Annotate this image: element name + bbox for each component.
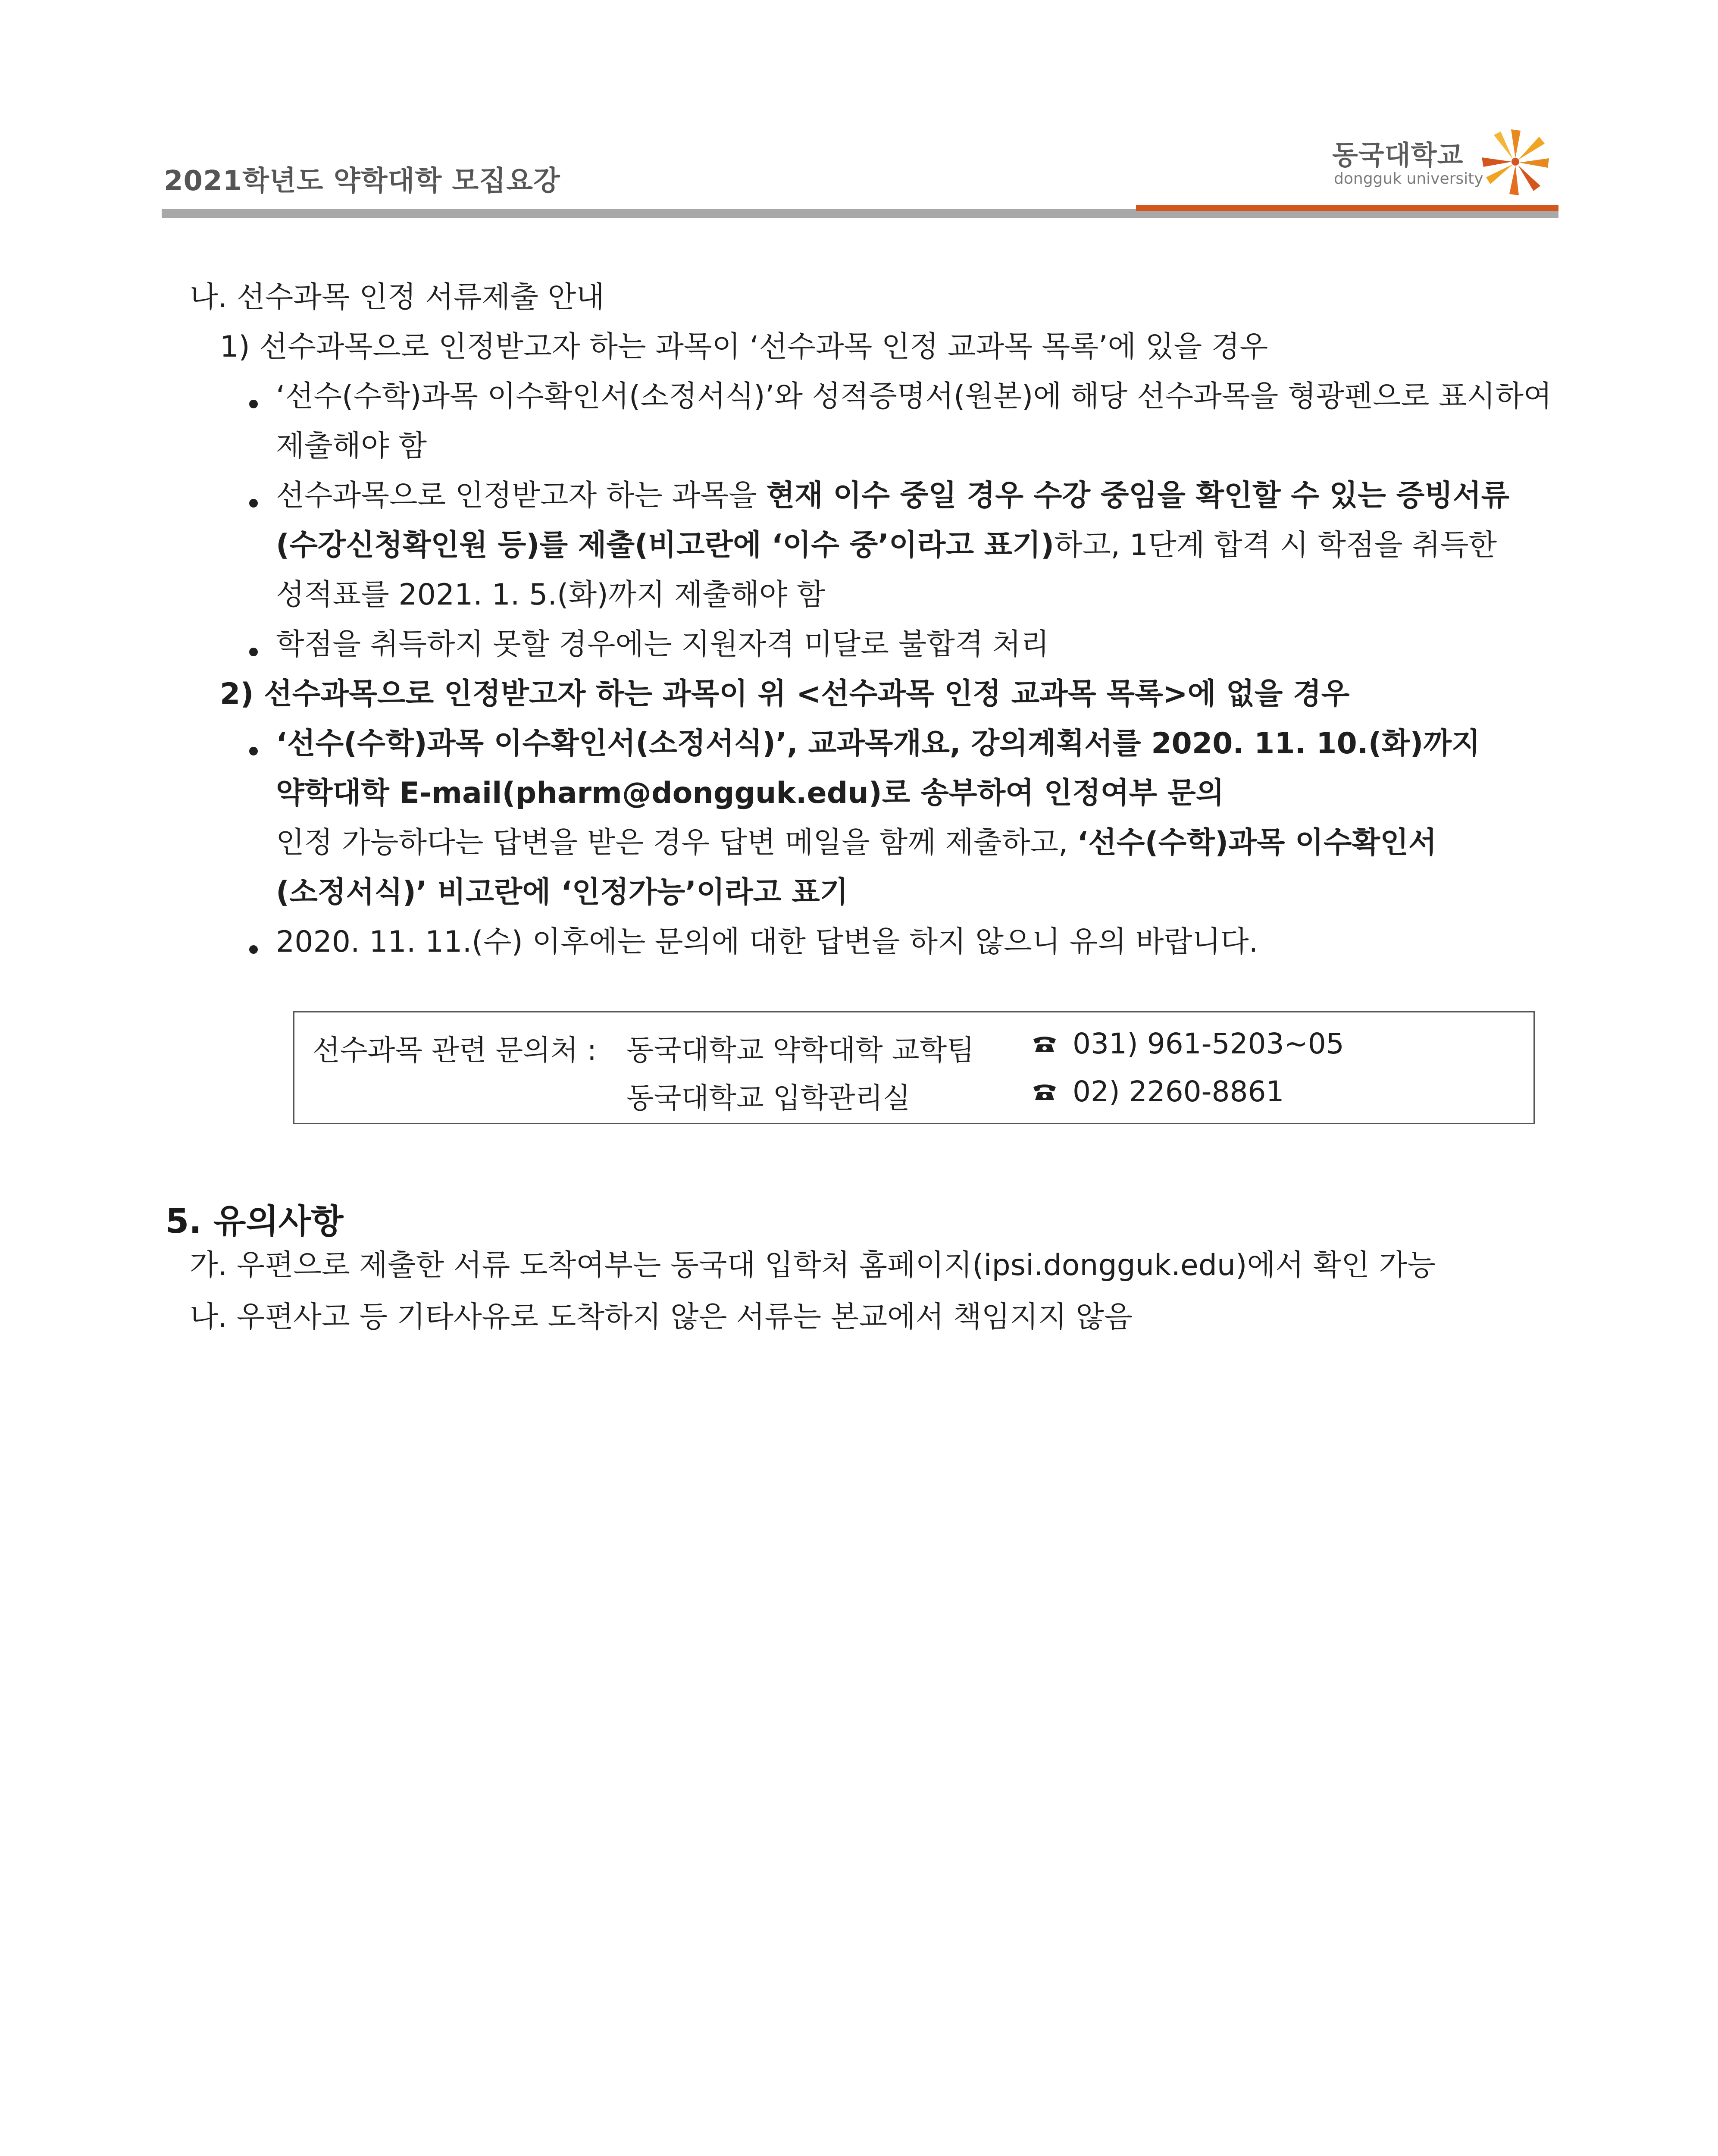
sub2-bullet1-line3-normal: 인정 가능하다는 답변을 받은 경우 답변 메일을 함께 제출하고, xyxy=(276,826,1077,860)
bullet-dot xyxy=(249,499,258,508)
section-5-item-na: 나. 우편사고 등 기타사유로 도착하지 않은 서류는 본교에서 책임지지 않음 xyxy=(190,1300,1133,1334)
bullet-dot xyxy=(249,400,258,408)
sub2-heading: 2) 선수과목으로 인정받고자 하는 과목이 위 <선수과목 인정 교과목 목록>에 없을 경우 xyxy=(220,677,1350,711)
sub1-bullet1-line2: 제출해야 함 xyxy=(276,429,427,463)
bullet-dot xyxy=(249,945,258,954)
section-5-item-ga: 가. 우편으로 제출한 서류 도착여부는 동국대 입학처 홈페이지(ipsi.dongguk.edu)에서 확인 가능 xyxy=(190,1248,1436,1282)
contact-phone-admissions: 02) 2260-8861 xyxy=(1073,1075,1284,1108)
header-divider xyxy=(162,205,1558,218)
sub2-bullet1-line3 xyxy=(276,824,1437,862)
sub1-bullet2-line1 xyxy=(276,476,1509,515)
sub1-bullet1-line1: ‘선수(수학)과목 이수확인서(소정서식)’와 성적증명서(원본)에 해당 선수과목을 형광펜으로 표시하여 xyxy=(276,379,1552,414)
bullet-dot xyxy=(249,747,258,755)
sub1-bullet3: 학점을 취득하지 못할 경우에는 지원자격 미달로 불합격 처리 xyxy=(276,627,1049,661)
sub1-bullet2-line2-bold: (수강신청확인원 등)를 제출(비고란에 ‘이수 중’이라고 표기) xyxy=(276,528,1055,562)
sub2-bullet1-line1: ‘선수(수학)과목 이수확인서(소정서식)’, 교과목개요, 강의계획서를 2020. 11. 10.(화)까지 xyxy=(276,727,1480,761)
phone-icon xyxy=(1032,1035,1058,1054)
university-emblem-icon xyxy=(1479,125,1552,198)
sub1-bullet2-line3: 성적표를 2021. 1. 5.(화)까지 제출해야 함 xyxy=(276,578,825,612)
sub1-bullet2-line1-bold: 현재 이수 중일 경우 수강 중임을 확인할 수 있는 증빙서류 xyxy=(766,479,1510,513)
sub1-bullet2-line2 xyxy=(276,526,1497,565)
contact-org-admissions: 동국대학교 입학관리실 xyxy=(626,1081,911,1115)
contact-phone-pharmacy: 031) 961-5203~05 xyxy=(1073,1027,1344,1060)
contact-org-pharmacy: 동국대학교 약학대학 교학팀 xyxy=(626,1034,975,1067)
phone-icon xyxy=(1032,1083,1058,1102)
sub2-bullet1-line3-bold: ‘선수(수학)과목 이수확인서 xyxy=(1077,826,1437,860)
bullet-dot xyxy=(249,648,258,656)
contact-label: 선수과목 관련 문의처 : xyxy=(313,1034,597,1067)
section-5-title: 5. 유의사항 xyxy=(166,1202,344,1241)
section-na-heading: 나. 선수과목 인정 서류제출 안내 xyxy=(190,280,605,314)
logo-english-name: dongguk university xyxy=(1334,170,1483,188)
university-logo xyxy=(1315,125,1556,198)
sub2-bullet2: 2020. 11. 11.(수) 이후에는 문의에 대한 답변을 하지 않으니 유의 바랍니다. xyxy=(276,925,1258,959)
document-header-title: 2021학년도 약학대학 모집요강 xyxy=(164,165,560,197)
logo-korean-name: 동국대학교 xyxy=(1332,139,1464,171)
sub2-bullet1-line2: 약학대학 E-mail(pharm@dongguk.edu)로 송부하여 인정여부 문의 xyxy=(276,776,1224,810)
sub1-heading: 1) 선수과목으로 인정받고자 하는 과목이 ‘선수과목 인정 교과목 목록’에 있을 경우 xyxy=(220,330,1268,364)
sub1-bullet2-line1-normal: 선수과목으로 인정받고자 하는 과목을 xyxy=(276,479,767,513)
sub1-bullet2-line2-normal: 하고, 1단계 합격 시 학점을 취득한 xyxy=(1054,528,1497,562)
sub2-bullet1-line4: (소정서식)’ 비고란에 ‘인정가능’이라고 표기 xyxy=(276,875,848,909)
contact-info-box xyxy=(293,1011,1535,1124)
